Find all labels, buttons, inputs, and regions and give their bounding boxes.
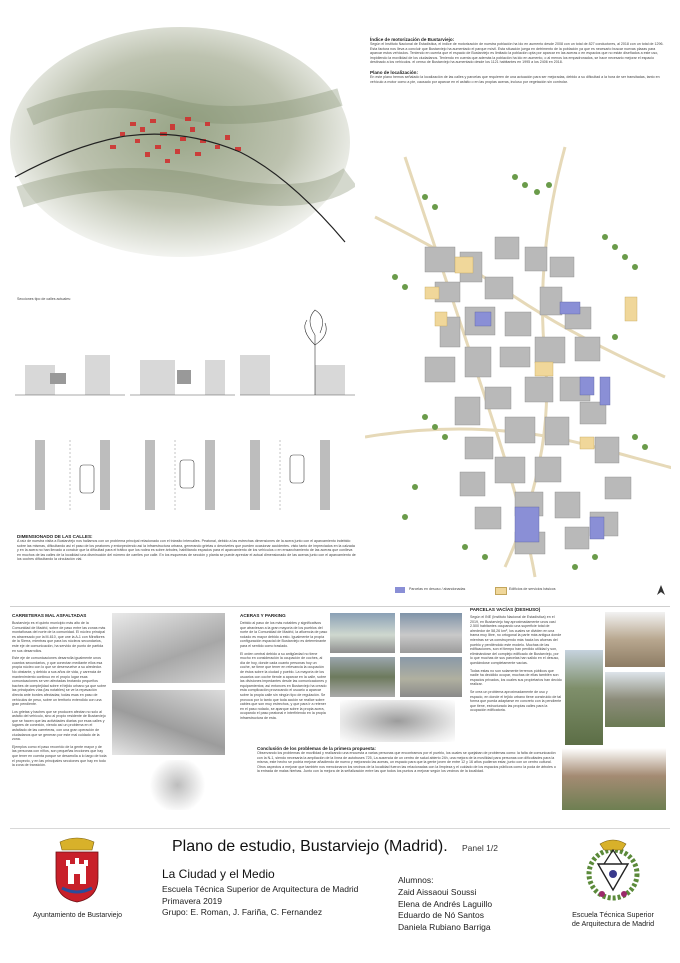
etsam-label-line-1: Escuela Técnica Superior <box>572 910 654 919</box>
parcels-text-2: Todas estas no son solamente terrenos públicos que nadie ha decidido ocupar, muchas de ellas también son espacios privados, los cuales sus propietarios han decido realizar. <box>470 668 562 687</box>
sidewalk-photo-4 <box>400 657 462 697</box>
page-title: Plano de estudio, Bustarviejo (Madrid). <box>172 838 448 855</box>
street-sections <box>15 305 355 520</box>
sidewalks-title: ACERAS Y PARKING <box>240 613 286 618</box>
students-list <box>398 887 492 933</box>
sidewalk-photo-5 <box>340 700 455 742</box>
parcels-text-1: Según el INE (Instituto Nacional de Estadística) en el 2019, en Bustarviejo hay aproximadamente unos casi 2.500 habitantes ocupando una superficie total de alrededor de 58,26 km², los cuales se dividen en una trama muy libre, no ortogonal la parte más antigua donde mientras se va construyendo más hacia los afueras del pueblo y perdiéndolo este modelo. Muchas de las edificaciones, son el tiempo han perdido utilidad y son, eliminándose del complejo edificado de Bustarviejo, por lo que muchas de sus parcelas han salido en el desuso, quedándose completamente vacías. <box>470 615 562 665</box>
parcel-photo-1 <box>605 612 665 667</box>
student-name: Elena de Andrés Laguillo <box>398 898 493 909</box>
course-title: La Ciudad y el Medio <box>162 867 275 881</box>
street-sizing-title: DIMENSIONADO DE LAS CALLES: <box>17 534 93 539</box>
term-label: Primavera 2019 <box>162 896 223 906</box>
sidewalks-text-2: El orden central debido a su antigüedad no tiene mucho en consideración la ocupación de coches, al día de hoy, donde cada cuanto personas hoy un coche, se tiene que tener en relevancia la ocupación de éstos sobre la ciudad y pueblo. La mayoría de los usuarios con coche tiende a aparcar en la calle, sobre las divisiones impedantes desde las comunicaciones y equipamientos; así entonces en Bustarviejo ha creado esta complicación provocando el usuario a aparcar sobre la propia calle sin ningún tipo de regulación. Se provoca por lo tanto que toda acción se realice sobre cables que son muy estrechos, y que para ir a retener en el paso rodado, se aparque sobre la propia acera, ocupando el paso peatonal e interfiriendo en la propia infraestructura de esta. <box>240 651 327 720</box>
map-legend <box>395 586 665 596</box>
parcel-photo-3 <box>605 672 665 727</box>
sections-label: Secciones tipo de calles actuales: <box>17 297 71 301</box>
parcels-text-3: Se crea un problema aproximadamente de uso y espacio, en donde el tejido urbano tiene construido de tal forma que pueda adaptarse en concreto con la pendiente que tiene, estructurado las propias calles para la ocupación edificatoria. <box>470 689 562 713</box>
roads-text-1: Bustarviejo es el quinto municipio más alto de la Comunidad de Madrid, sobre de paso entre las zonas más montañosas del norte de la comunidad. El núcleo principal es atravesado por la M-610, que une la A-1 con Miraflores de la Sierra, mientras que para los núcleos secundarios, este eje de comunicación, ha servido de punto de partida en sus desarrollos. <box>12 621 106 653</box>
sidewalks-text-1: Debido al paso de los más notables y significativos que atraviesan a la gran mayoría de los pueblos del norte de la Comunidad de Madrid, la afluencia de paso rodado es mayor debido a esto. Igualmente la propia configuración espacial de Bustarviejo es determinante para el sentido como traslado. <box>240 621 328 648</box>
ayuntamiento-crest-icon <box>48 836 106 904</box>
etsam-label <box>558 910 668 928</box>
road-photo-1 <box>112 613 225 683</box>
localization-map <box>365 137 671 585</box>
ayuntamiento-label: Ayuntamiento de Bustarviejo <box>33 912 122 919</box>
parcel-photo-4 <box>562 748 666 810</box>
road-photo-2 <box>112 690 225 755</box>
conclusion-title: Conclusión de los problemas de la primera propuesta: <box>257 746 376 751</box>
panel-label: Panel 1/2 <box>462 843 498 853</box>
student-name: Daniela Rubiano Barriga <box>398 921 491 932</box>
students-label: Alumnos: <box>398 875 434 885</box>
legend-label-parcels: Parcelas en desuso / abandonadas <box>409 587 466 591</box>
student-name: Zaid Aissaoui Soussi <box>398 887 477 897</box>
motorization-title: Índice de motorización de Bustarviejo: <box>370 37 455 42</box>
roads-title: CARRETERAS MAL ASFALTADAS <box>12 613 87 618</box>
legend-swatch-services <box>495 587 507 595</box>
legend-label-services: Edificios de servicios básicos <box>509 587 556 591</box>
north-arrow-icon <box>655 585 667 597</box>
roads-text-3: Los grietas y baches que se producen afectan no solo al asfalto del vehículo, sino al propio residente de Bustarviejo que se hacen que las actividades diarias por esas calles y lugares de conexión, viendo así un problema en el asfaltado de las carreteras, con una gran operación de ciudadanos que se generan por este mal cuidado de la zona. <box>12 709 106 742</box>
student-name: Eduardo de Nó Santos <box>398 910 485 920</box>
motorization-text: Según el Instituto Nacional de Estadística, el índice de motorización de nuestra población ha ido en aumento desde 2008 con un total de 827 conductores, al 2018 con un total de 1296. Esta factura nos lleva a concluir que Bustarviejo ha aumentado el parque móvil. Esta situación juega en detrimento de la población ya que es necesario buscar nuevas plazas para aparcar estos vehículos. Teniendo en cuenta que el espacio de Bustarviejo es limitado la población opta por aparcar en las aceras o en espacios que no están diseñados a este uso, impidiendo la movilidad de los ciudadanos. Teniendo en cuenta que además la población ha ido en aumento, o al menos los empadronados, se hace necesario mejorar el espacio destinado a los vehículos. el censo de Bustarviejo ha aumentado desde los 1121 habitantes en 1995 a los 2406 en 2018. <box>370 42 664 65</box>
etsam-label-line-2: de Arquitectura de Madrid <box>571 919 655 928</box>
parcel-photo-2 <box>565 650 603 745</box>
localization-text: En este plano hemos señalado la localización de las calles y parcelas que requieren de una actuación para ser mejoradas, debido a su dificultad a la hora de ser transitadas, tanto en vehículo a motor como a pie, causado por aparcar en el asfalto o en las propias aceras, incluso por vegetación sin controlar. <box>370 74 660 84</box>
conclusion-box <box>257 746 557 774</box>
school-name: Escuela Técnica Superior de Arquitectura de Madrid <box>162 884 359 894</box>
parcels-title: PARCELAS VACÍAS (DESHUSO) <box>470 607 541 612</box>
group-label: Grupo: E. Roman, J. Fariña, C. Fernandez <box>162 907 323 917</box>
localization-title: Plano de localización: <box>370 69 418 75</box>
aerial-map <box>10 27 355 279</box>
sidewalk-photo-1 <box>330 613 395 653</box>
sidewalk-photo-3 <box>330 657 395 697</box>
sidewalk-photo-2 <box>400 613 462 653</box>
street-sizing-text: A raíz de nuestra visita a Bustarviejo nos hallamos con un problema principal relacionado con el tránsito intercalles. Peatonal, debido a las estrechas dimensiones de la acera junto con el aparcamiento indebido sobre las mismas, dificultando así el paso de los peatones y entorpeciendo así la infraestructura urbana, generando grietas o desniveles que pueden ocasionar accidentes. visto tanto de impreciados en la calzada y en la acera no han llevado a concluir que la dificultad para el tráfico que los rodea es sobre árboles, habilitando espacios para el aparcamiento de los vehículos o en ensanchamiento de las aceras que conlleva en muchos de las calles de la localidad una disminución del número de carriles por calle. En los esquemas de sección y planta se puede apreciar el actual dimensionado de las aceras junto con el aparcamiento de los coches dificultando la circulación vial. <box>17 539 356 562</box>
roads-text-2: Este eje de comunicaciones desarrolla igualmente unos cuantos secundarios, y que conectan mediante ellos esa propia núcleo con lo que se desenvuelve a su alrededor. No obstante, y debido a sus años de vida, y carencia de mantenimiento continuo en el propio lugar esas comunicaciones se ven afectadas brotando pequeños baches de complejidad sobre el tejido urbano ya que sobre las principales vías (las notables) se ve la repavación directa ante bordes afectadas; todas esas en paso de vehículos de peso, sobre un territorio extendido con una gran pendiente. <box>12 656 107 707</box>
road-photo-3 <box>150 760 205 810</box>
conclusion-text: Observando los problemas de movilidad y realizando una encuesta a varias personas que encontramos por el pueblo, los cuales se quejaban de problemas como: la falta de comunicación con la N-1, siendo necesaria la ampliación de la línea de autobuses 725, La ausencia de un centro de salud abierto 24h, una mejora de la movilidad para personas con dificultades para la misma, este hecho se podría mejorar añadiendo de nuevo y mejorando las aceras, un espacio para que la gente joven de entre 12 y 16 años pudieran estar, junto con un centro cultural. Otros aspectos a mejorar que también nos mencionaron los vecinos de la localidad fueron las relacionadas con la limpieza y el cuidado de los espacios públicos como la poda de árboles o la entrada de malas hierbas. Junto con la mejora de la señalización entre las que todos los puntos a mejorar según los vecinos de la localidad. <box>257 751 556 774</box>
etsam-crest-icon <box>582 836 644 908</box>
roads-text-4: Ejemplos como el paso recorrido de la gente mayor y de las personas con niños, son pequeñas lecciones que hay que tener en cuenta porque se desarrolla a lo largo de toda el proyecto, y en las principales secciones que hay en todo la zona de transición. <box>12 744 107 768</box>
legend-swatch-parcels <box>395 587 405 593</box>
